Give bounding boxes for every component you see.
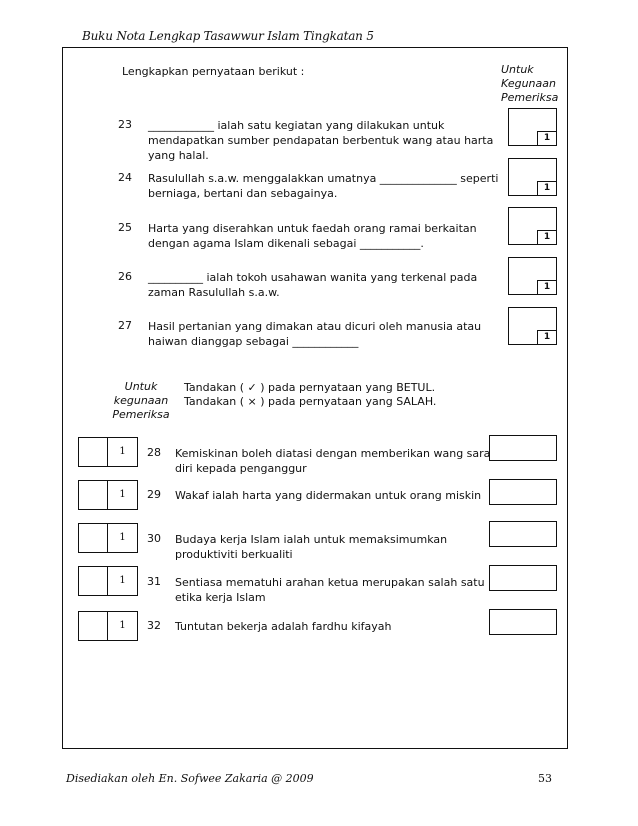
- question-26-text: __________ ialah tokoh usahawan wanita yang terkenal pada zaman Rasulullah s.a.w.: [148, 271, 478, 299]
- section-b-examiner-label: Untuk kegunaan Pemeriksa: [112, 380, 170, 421]
- answer-box-28[interactable]: [489, 435, 557, 461]
- mark-cell: 1: [107, 612, 137, 640]
- answer-box-25[interactable]: [508, 207, 557, 245]
- section-a-examiner-label: Untuk Kegunaan Pemeriksa: [501, 63, 559, 104]
- question-number: 26: [118, 270, 132, 283]
- question-32-text: Tuntutan bekerja adalah fardhu kifayah: [175, 620, 392, 633]
- question-31-text: Sentiasa mematuhi arahan ketua merupakan salah satu etika kerja Islam: [175, 576, 485, 604]
- answer-box-29[interactable]: [489, 479, 557, 505]
- instruction-false: Tandakan ( × ) pada pernyataan yang SALAH.: [184, 395, 437, 408]
- question-number: 32: [147, 619, 161, 632]
- footer-credit: Disediakan oleh En. Sofwee Zakaria @ 2009: [66, 772, 314, 785]
- mark-cell: 1: [107, 524, 137, 552]
- answer-box-32[interactable]: [489, 609, 557, 635]
- question-number: 23: [118, 118, 132, 131]
- question-25-text: Harta yang diserahkan untuk faedah orang ramai berkaitan dengan agama Islam dikenali sebagai ___________.: [148, 222, 477, 250]
- mark-cell: 1: [537, 280, 556, 294]
- question-number: 28: [147, 446, 161, 459]
- examiner-box-29: [78, 480, 138, 510]
- question-28-text: Kemiskinan boleh diatasi dengan memberikan wang sara diri kepada penganggur: [175, 447, 491, 475]
- section-a-instruction: Lengkapkan pernyataan berikut :: [122, 65, 305, 78]
- examiner-box-31: [78, 566, 138, 596]
- examiner-box-28: [78, 437, 138, 467]
- question-23-text: ____________ ialah satu kegiatan yang dilakukan untuk mendapatkan sumber pendapatan berbentuk wang atau harta yang halal.: [148, 119, 494, 162]
- question-number: 24: [118, 171, 132, 184]
- question-29-text: Wakaf ialah harta yang didermakan untuk orang miskin: [175, 489, 482, 502]
- answer-box-30[interactable]: [489, 521, 557, 547]
- mark-cell: 1: [537, 330, 556, 344]
- question-24-text: Rasulullah s.a.w. menggalakkan umatnya ______________ seperti berniaga, bertani dan sebagainya.: [148, 172, 499, 200]
- mark-cell: 1: [537, 230, 556, 244]
- question-number: 27: [118, 319, 132, 332]
- mark-cell: 1: [107, 438, 137, 466]
- page-number: 53: [538, 772, 552, 785]
- answer-box-31[interactable]: [489, 565, 557, 591]
- answer-box-24[interactable]: [508, 158, 557, 196]
- question-number: 25: [118, 221, 132, 234]
- question-number: 29: [147, 488, 161, 501]
- question-number: 30: [147, 532, 161, 545]
- answer-box-27[interactable]: [508, 307, 557, 345]
- page-header-title: Buku Nota Lengkap Tasawwur Islam Tingkatan 5: [82, 29, 374, 43]
- examiner-box-32: [78, 611, 138, 641]
- mark-cell: 1: [107, 567, 137, 595]
- mark-cell: 1: [107, 481, 137, 509]
- mark-cell: 1: [537, 181, 556, 195]
- question-number: 31: [147, 575, 161, 588]
- answer-box-23[interactable]: [508, 108, 557, 146]
- question-27-text: Hasil pertanian yang dimakan atau dicuri oleh manusia atau haiwan dianggap sebagai ____________: [148, 320, 482, 348]
- examiner-box-30: [78, 523, 138, 553]
- instruction-true: Tandakan ( ✓ ) pada pernyataan yang BETUL.: [184, 381, 436, 394]
- question-30-text: Budaya kerja Islam ialah untuk memaksimumkan produktiviti berkualiti: [175, 533, 448, 561]
- mark-cell: 1: [537, 131, 556, 145]
- answer-box-26[interactable]: [508, 257, 557, 295]
